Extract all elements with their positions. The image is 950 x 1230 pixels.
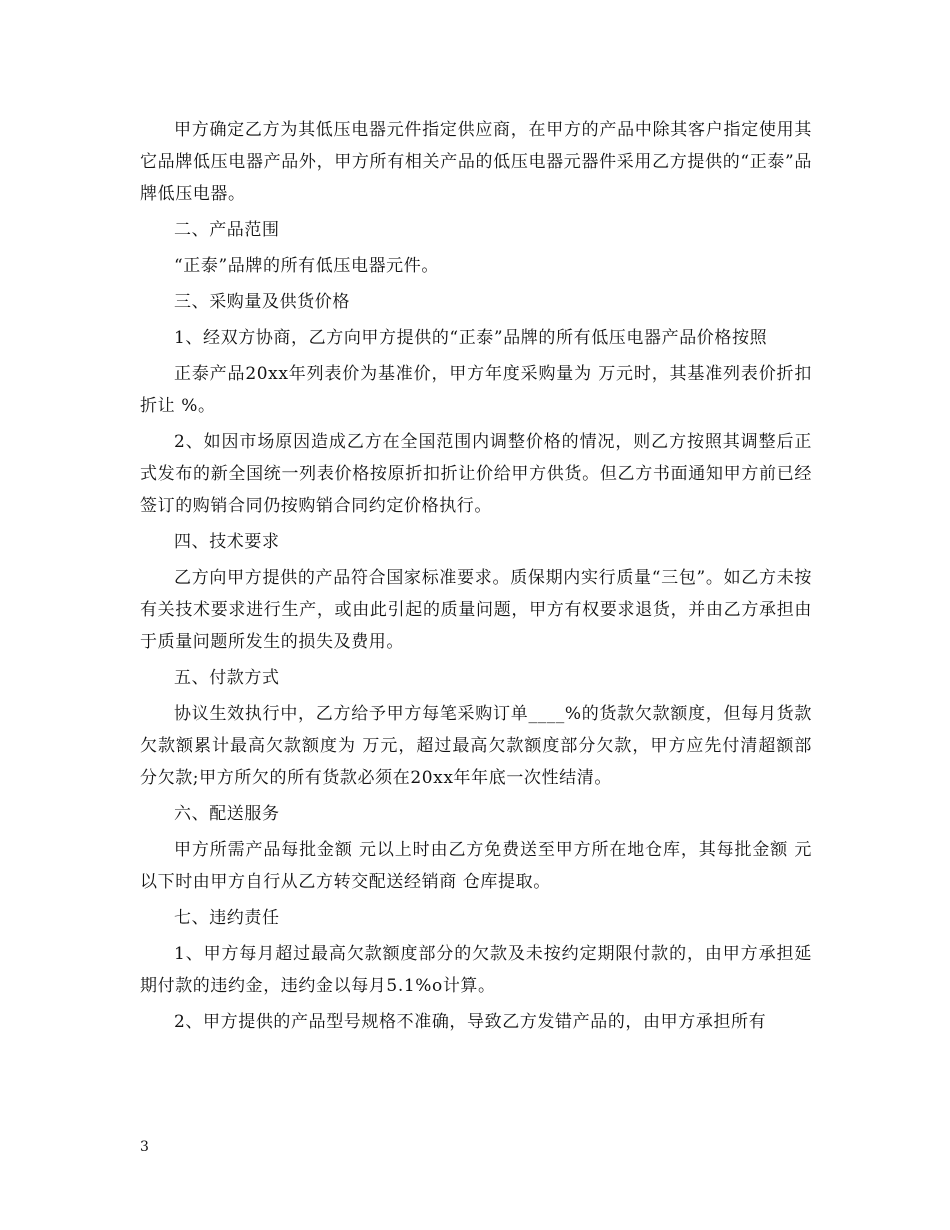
paragraph-price-adjustment: 2、如因市场原因造成乙方在全国范围内调整价格的情况，则乙方按照其调整后正式发布的新全国统一列表价格按原折扣折让价给甲方供货。但乙方书面通知甲方前已经签订的购销合同仍按购销合同约定价格执行。	[140, 432, 812, 516]
paragraph-late-payment: 1、甲方每月超过最高欠款额度部分的欠款及未按约定期限付款的，由甲方承担延期付款的违约金，违约金以每月5.1%o计算。	[140, 944, 812, 996]
heading-liability: 七、违约责任	[174, 908, 280, 928]
heading-payment-method: 五、付款方式	[174, 668, 280, 688]
paragraph-price-basis: 1、经双方协商，乙方向甲方提供的“正泰”品牌的所有低压电器产品价格按照	[174, 328, 768, 348]
paragraph-delivery-service: 甲方所需产品每批金额 元以上时由乙方免费送至甲方所在地仓库，其每批金额 元以下时由甲方自行从乙方转交配送经销商 仓库提取。	[140, 840, 812, 892]
heading-delivery-service: 六、配送服务	[174, 804, 280, 824]
paragraph-payment-method: 协议生效执行中，乙方给予甲方每笔采购订单____%的货款欠款额度，但每月货款欠款额累计最高欠款额度为 万元，超过最高欠款额度部分欠款，甲方应先付清超额部分欠款;甲方所欠的所有货款必须在20xx年年底一次性结清。	[140, 704, 812, 788]
heading-purchase-price: 三、采购量及供货价格	[174, 292, 350, 312]
paragraph-technical-requirements: 乙方向甲方提供的产品符合国家标准要求。质保期内实行质量“三包”。如乙方未按有关技术要求进行生产，或由此引起的质量问题，甲方有权要求退货，并由乙方承担由于质量问题所发生的损失及费用。	[140, 568, 812, 652]
paragraph-product-scope: “正泰”品牌的所有低压电器元件。	[174, 256, 439, 276]
page-number: 3	[140, 1139, 149, 1155]
paragraph-wrong-specification: 2、甲方提供的产品型号规格不准确，导致乙方发错产品的，由甲方承担所有	[174, 1012, 767, 1032]
heading-technical-requirements: 四、技术要求	[174, 532, 280, 552]
paragraph-designation: 甲方确定乙方为其低压电器元件指定供应商，在甲方的产品中除其客户指定使用其它品牌低压电器产品外，甲方所有相关产品的低压电器元器件采用乙方提供的“正泰”品牌低压电器。	[140, 120, 812, 204]
document-body	[140, 114, 812, 1042]
heading-product-scope: 二、产品范围	[174, 220, 280, 240]
paragraph-base-price: 正泰产品20xx年列表价为基准价，甲方年度采购量为 万元时，其基准列表价折扣折让 %。	[140, 364, 812, 416]
